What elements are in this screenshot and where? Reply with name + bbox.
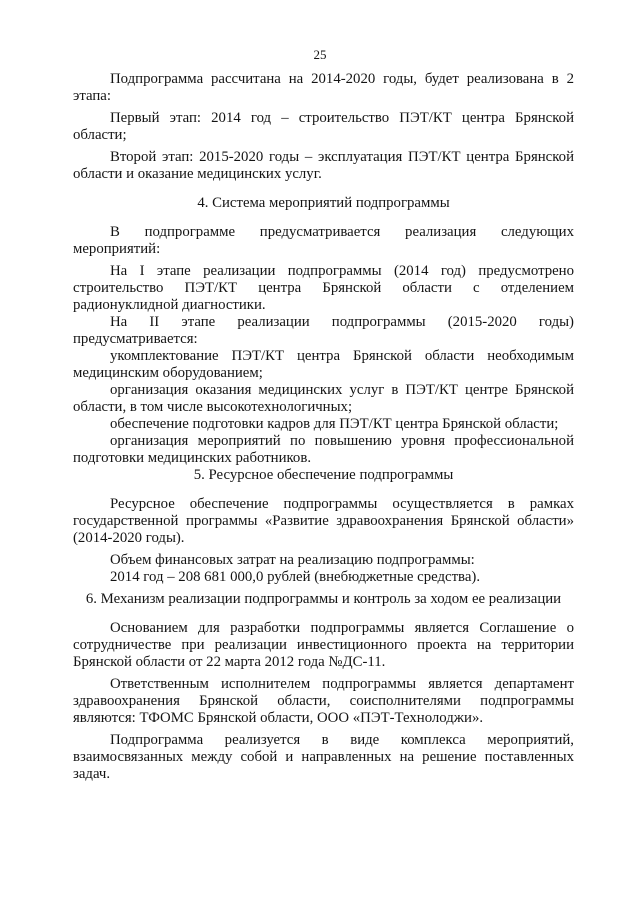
paragraph-responsible-executor: Ответственным исполнителем подпрограммы является департамент здравоохранения Брянской области, соисполнителями подпрограммы являются: ТФОМС Брянской области, ООО «ПЭТ-Технолоджи». bbox=[73, 676, 574, 726]
paragraph-stage-two-measures: На II этапе реализации подпрограммы (2015-2020 годы) предусматривается: bbox=[73, 314, 574, 347]
page-number: 25 bbox=[313, 47, 327, 62]
list-item-medical-services: организация оказания медицинских услуг в ПЭТ/КТ центре Брянской области, в том числе высокотехнологичных; bbox=[73, 382, 574, 415]
paragraph-stage-two: Второй этап: 2015-2020 годы – эксплуатация ПЭТ/КТ центра Брянской области и оказание медицинских услуг. bbox=[73, 149, 574, 182]
paragraph-financial-volume: Объем финансовых затрат на реализацию подпрограммы: bbox=[110, 552, 475, 568]
paragraph-measures-intro: В подпрограмме предусматривается реализация следующих мероприятий: bbox=[73, 224, 574, 257]
list-item-equipment: укомплектование ПЭТ/КТ центра Брянской области необходимым медицинским оборудованием; bbox=[73, 348, 574, 381]
paragraph-resource-provision: Ресурсное обеспечение подпрограммы осуществляется в рамках государственной программы «Развитие здравоохранения Брянской области» (2014-2020 годы). bbox=[73, 496, 574, 546]
list-item-professional-development: организация мероприятий по повышению уровня профессиональной подготовки медицинских работников. bbox=[73, 433, 574, 466]
section-6-heading: 6. Механизм реализации подпрограммы и контроль за ходом ее реализации bbox=[85, 591, 562, 607]
section-4-heading: 4. Система мероприятий подпрограммы bbox=[197, 195, 450, 211]
paragraph-stage-one-measures: На I этапе реализации подпрограммы (2014 год) предусмотрено строительство ПЭТ/КТ центра Брянской области с отделением радионуклидной диагностики. bbox=[73, 263, 574, 313]
paragraph-2014-budget: 2014 год – 208 681 000,0 рублей (внебюджетные средства). bbox=[110, 569, 481, 585]
paragraph-basis-agreement: Основанием для разработки подпрограммы является Соглашение о сотрудничестве при реализации инвестиционного проекта на территории Брянской области от 22 марта 2012 года №ДС-11. bbox=[73, 620, 574, 670]
list-item-staff-training: обеспечение подготовки кадров для ПЭТ/КТ центра Брянской области; bbox=[110, 416, 559, 432]
paragraph-implementation-form: Подпрограмма реализуется в виде комплекса мероприятий, взаимосвязанных между собой и направленных на решение поставленных задач. bbox=[73, 732, 574, 782]
document-body bbox=[73, 71, 574, 783]
paragraph-stage-one: Первый этап: 2014 год – строительство ПЭТ/КТ центра Брянской области; bbox=[73, 110, 574, 143]
section-5-heading: 5. Ресурсное обеспечение подпрограммы bbox=[193, 467, 454, 483]
paragraph-subprogram-period: Подпрограмма рассчитана на 2014-2020 годы, будет реализована в 2 этапа: bbox=[73, 71, 574, 104]
